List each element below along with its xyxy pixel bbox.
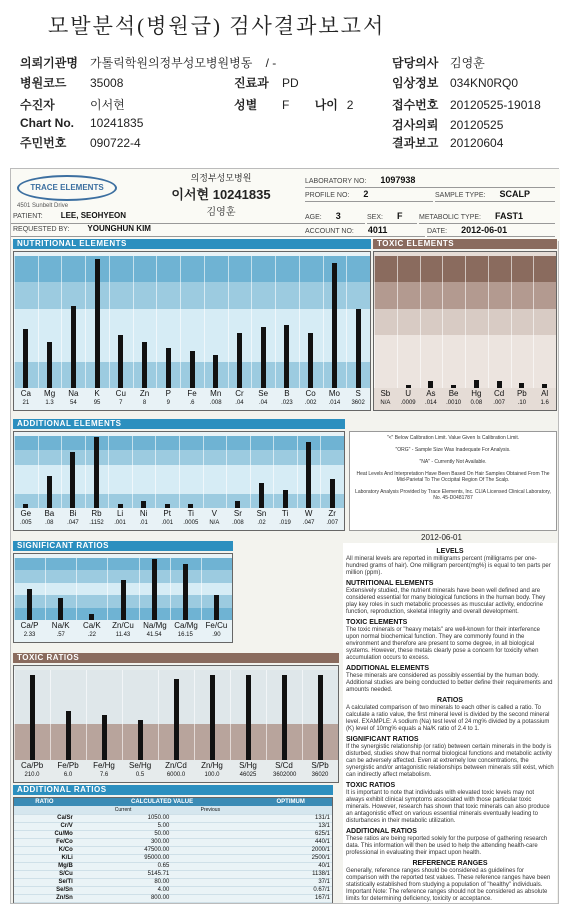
chart-value-label: .04	[259, 400, 268, 406]
chart-value-label: .014	[425, 400, 437, 406]
chart-gridline	[38, 256, 39, 388]
chart-value-label: 11.43	[115, 632, 131, 638]
chart-category-label: Ge	[20, 509, 32, 518]
chart-value-label: 16.15	[177, 632, 193, 638]
chart-gridline	[228, 256, 229, 388]
chart-bar	[332, 263, 337, 388]
chart-value-label: 7.6	[99, 772, 109, 778]
chart-value-label: 54	[69, 400, 77, 406]
chart-category-label: W	[304, 509, 313, 518]
chart-value-label: N/A	[380, 400, 391, 406]
chart-value-label: .007	[493, 400, 505, 406]
table-row: S/Cu 5145.71 1138/1	[14, 870, 332, 878]
chart-category-label: Pt	[163, 509, 171, 518]
chart-bar	[138, 720, 143, 761]
chart-value-label: .02	[257, 520, 266, 526]
chart-gridline	[275, 256, 276, 388]
chart-category-label: Sn	[256, 509, 267, 518]
chart-category-label: Na/Mg	[143, 621, 167, 630]
chart-gridline	[250, 436, 251, 508]
chart-value-label: .57	[56, 632, 65, 638]
chart-gridline	[465, 256, 466, 388]
chart-bar	[183, 564, 188, 620]
table-row: Cr/V 5.00 13/1	[14, 822, 332, 830]
chart-value-label: 1.6	[540, 400, 549, 406]
chart-gridline	[122, 670, 123, 760]
chart-value-label: .6	[189, 400, 195, 406]
table-row: Ca/Sr 1050.00 131/1	[14, 814, 332, 822]
chart-gridline	[179, 436, 180, 508]
patient-info: PATIENT: LEE, SEOHYEON REQUESTED BY: YOUNGHUN KIM	[11, 211, 305, 239]
chart-gridline	[302, 670, 303, 760]
chart-bar	[283, 490, 288, 508]
chart-gridline	[14, 670, 15, 760]
chart-bar	[519, 383, 524, 388]
report-date: 2012-06-01	[421, 533, 462, 542]
chart-gridline	[251, 256, 252, 388]
chart-bar	[259, 483, 264, 508]
chart-bar	[166, 348, 171, 388]
chart-bar	[66, 711, 71, 761]
chart-category-label: Hg	[471, 389, 482, 398]
chart-value-label: .047	[302, 520, 315, 526]
chart-category-label: Mg	[44, 389, 56, 398]
chart-category-label: Ni	[139, 509, 148, 518]
chart-category-label: Al	[541, 389, 549, 398]
chart-category-label: S	[355, 389, 361, 398]
chart-bar	[30, 675, 35, 761]
chart-value-label: .005	[19, 520, 32, 526]
chart-gridline	[132, 436, 133, 508]
chart-gridline	[201, 558, 202, 620]
chart-gridline	[109, 256, 110, 388]
chart-category-label: Mo	[328, 389, 340, 398]
chart-category-label: Cd	[494, 389, 505, 398]
chart-category-label: Zr	[328, 509, 336, 518]
lab-info-box: LABORATORY NO: 1097938 PROFILE NO: 2 SAMPLE TYPE: SCALP AGE: 3 SEX: F METABOLIC TYPE: FAST1 ACCOUNT NO: 4011 DATE: 2012-06-01	[305, 175, 555, 237]
chart-bar	[165, 504, 170, 508]
chart-value-label: .008	[209, 400, 222, 406]
chart-category-label: Pb	[516, 389, 527, 398]
chart-category-label: Ti	[187, 509, 194, 518]
chart-bar	[118, 335, 123, 388]
chart-gridline	[107, 558, 108, 620]
chart-category-label: Sb	[380, 389, 391, 398]
chart-gridline	[38, 436, 39, 508]
chart-value-label: .014	[328, 400, 341, 406]
chart-category-label: Zn	[139, 389, 150, 398]
chart-bar	[428, 381, 433, 388]
table-row: Zn/Sn 800.00 167/1	[14, 894, 332, 902]
chart-gridline	[139, 558, 140, 620]
chart-bar	[142, 342, 147, 388]
chart-category-label: S/Cd	[275, 761, 293, 770]
chart-gridline	[76, 558, 77, 620]
chart-bar	[261, 327, 266, 388]
chart-bar	[306, 442, 311, 508]
chart-category-label: Bi	[69, 509, 77, 518]
chart-category-label: Ti	[281, 509, 289, 518]
additional-ratios-title: ADDITIONAL RATIOS	[13, 785, 333, 795]
chart-gridline	[203, 436, 204, 508]
chart-value-label: 8	[142, 400, 147, 406]
chart-bar	[188, 504, 193, 508]
nutritional-chart	[13, 251, 371, 411]
chart-value-label: 6000.0	[166, 772, 186, 778]
chart-gridline	[133, 256, 134, 388]
toxic-section-title: TOXIC ELEMENTS	[373, 239, 557, 249]
chart-value-label: 2.33	[23, 632, 36, 638]
toxic-ratios-chart	[13, 665, 339, 783]
chart-bar	[94, 437, 99, 508]
chart-gridline	[14, 256, 15, 388]
chart-value-label: 3602000	[273, 772, 297, 778]
chart-category-label: Zn/Cu	[112, 621, 134, 630]
chart-category-label: P	[165, 389, 171, 398]
chart-gridline	[86, 670, 87, 760]
chart-value-label: 100.0	[204, 772, 220, 778]
chart-bar	[118, 504, 123, 508]
chart-bar	[89, 614, 94, 620]
chart-gridline	[320, 436, 321, 508]
chart-category-label: Fe/Pb	[57, 761, 79, 770]
chart-bar	[330, 479, 335, 508]
chart-gridline	[108, 436, 109, 508]
chart-value-label: .0009	[400, 400, 416, 406]
chart-gridline	[230, 670, 231, 760]
chart-value-label: .01	[139, 520, 148, 526]
chart-category-label: Mn	[210, 389, 222, 398]
chart-category-label: Zn/Cd	[165, 761, 187, 770]
chart-category-label: Co	[305, 389, 316, 398]
chart-bar	[497, 381, 502, 388]
chart-gridline	[14, 436, 15, 508]
chart-category-label: Na/K	[51, 621, 70, 630]
chart-bar	[27, 589, 32, 620]
chart-bar	[121, 580, 126, 620]
chart-value-label: .04	[235, 400, 244, 406]
lab-address: 4501 Sunbelt Drive	[17, 203, 69, 209]
chart-bar	[406, 385, 411, 388]
chart-value-label: 210.0	[24, 772, 40, 778]
header-row-5: 주민번호 090722-4	[20, 136, 141, 150]
chart-category-label: Ca/Pb	[21, 761, 44, 770]
chart-category-label: Cr	[235, 389, 244, 398]
header-sex: 성별 F 나이 2	[234, 98, 354, 112]
chart-category-label: Fe/Hg	[93, 761, 115, 770]
chart-category-label: Ca/P	[20, 621, 39, 630]
chart-gridline	[273, 436, 274, 508]
chart-gridline	[420, 256, 421, 388]
chart-bar	[23, 504, 28, 508]
additional-section-title: ADDITIONAL ELEMENTS	[13, 419, 345, 429]
chart-category-label: V	[211, 509, 218, 518]
table-row: Fe/Co 300.00 440/1	[14, 838, 332, 846]
table-row: K/Li 95000.00 2500/1	[14, 854, 332, 862]
chart-value-label: 21	[22, 400, 30, 406]
table-row: Cu/Mo 50.00 625/1	[14, 830, 332, 838]
chart-category-label: Fe/Cu	[205, 621, 228, 630]
chart-bar	[308, 333, 313, 388]
chart-value-label: 9	[166, 400, 170, 406]
chart-value-label: .019	[279, 520, 291, 526]
chart-value-label: .047	[67, 520, 79, 526]
chart-band	[14, 309, 370, 335]
chart-bar	[102, 715, 107, 760]
header-result: 결과보고 20120604	[392, 136, 504, 150]
header-row-4: Chart No. 10241835	[20, 116, 144, 130]
chart-category-label: K	[94, 389, 100, 398]
chart-bar	[174, 679, 179, 760]
chart-category-label: Zn/Hg	[201, 761, 223, 770]
chart-category-label: Se	[258, 389, 269, 398]
lab-header	[11, 169, 560, 241]
chart-value-label: .22	[87, 632, 97, 638]
chart-bar	[58, 598, 63, 620]
chart-bar	[474, 380, 479, 388]
chart-gridline	[226, 436, 227, 508]
chart-value-label: 6.0	[63, 772, 73, 778]
chart-category-label: Be	[448, 389, 459, 398]
chart-gridline	[397, 256, 398, 388]
chart-category-label: Cu	[115, 389, 126, 398]
chart-bar	[451, 385, 456, 388]
chart-value-label: 46025	[239, 772, 257, 778]
chart-band	[14, 558, 232, 570]
chart-value-label: .0010	[446, 400, 462, 406]
chart-value-label: .0005	[183, 520, 199, 526]
header-row-1: 의뢰기관명 가톨릭학원의정부성모병원병동 / -	[20, 56, 277, 70]
chart-value-label: .002	[304, 400, 317, 406]
chart-bar	[246, 675, 251, 761]
chart-category-label: Ca/K	[82, 621, 101, 630]
header-doctor: 담당의사 김영훈	[392, 56, 485, 70]
chart-value-label: 0.5	[135, 772, 145, 778]
chart-category-label: Sr	[233, 509, 242, 518]
chart-bar	[190, 351, 195, 388]
chart-value-label: N/A	[209, 520, 220, 526]
additional-chart	[13, 431, 345, 531]
chart-bar	[70, 452, 75, 508]
toxic-chart	[373, 251, 557, 411]
interpretation-text: LEVELS All mineral levels are reported in milligrams percent (milligrams per one-hundred grams of hair). One milligram percent(mg%) is equal to ten parts per million (ppm). NUTRITIONAL ELEMENTS Extensively studied, the nutrient minerals have been well defined and are considered essential for many biological functions in the human body. They play key roles in such metabolic processes as muscular activity, endocrine function, reproduction, skeletal integrity and overall development. TOXIC ELEMENTS The toxic minerals or "heavy metals" are well-known for their interference upon normal biochemical function. They are commonly found in the environment and therefore are present to some degree, in all biological systems. However, these metals clearly pose a concern for toxicity when accumulation occurs to excess. ADDITIONAL ELEMENTS These minerals are considered as possibly essential by the human body. Additional studies are being conducted to better define their requirements and amounts needed. RATIOS A calculated comparison of two minerals to each other is called a ratio. To calculate a ratio value, the first mineral level is divided by the second mineral level. EXAMPLE: A sodium (Na) test level of 24 mg% divided by a potassium (K) level of 10mg% equals a Na/K ratio of 2.4 to 1. SIGNIFICANT RATIOS If the synergistic relationship (or ratio) between certain minerals in the body is disturbed, studies show that normal biological functions and metabolic activity can be adversely affected. Even at extremely low concentrations, the synergistic and/or antagonistic relationships between minerals still exist, which can indirectly affect metabolism. TOXIC RATIOS It is important to note that individuals with elevated toxic levels may not always exhibit clinical symptoms associated with those particular toxic minerals. However, research has shown that toxic minerals can also produce an antagonistic effect on various essential minerals eventually leading to disturbances in their metabolic utilization. ADDITIONAL RATIOS These ratios are being reported solely for the purpose of gathering research data. This information will then be used to help the attending health-care professional in evaluating their impact upon health. REFERENCE RANGES Generally, reference ranges should be considered as guidelines for comparison with the reported test values. These reference ranges have been statistically established from studying a population of "healthy" individuals. Important Note: The reference ranges should not be considered as absolute limits for determining deficiency, toxicity or acceptance.	[343, 543, 557, 903]
chart-bar	[214, 595, 219, 620]
chart-category-label: Ca	[20, 389, 31, 398]
header-receipt: 접수번호 20120525-19018	[392, 98, 541, 112]
chart-category-label: As	[426, 389, 436, 398]
chart-gridline	[374, 256, 375, 388]
chart-category-label: Fe	[187, 389, 197, 398]
chart-bar	[356, 309, 361, 388]
chart-gridline	[194, 670, 195, 760]
chart-gridline	[45, 558, 46, 620]
chart-gridline	[511, 256, 512, 388]
chart-bar	[284, 325, 289, 388]
chart-category-label: S/Hg	[239, 761, 257, 770]
header-request: 검사의뢰 20120525	[392, 118, 504, 132]
header-row-3: 수진자 이서현	[20, 98, 125, 112]
chart-gridline	[156, 256, 157, 388]
report-title: 모발분석(병원급) 검사결과보고서	[48, 14, 386, 38]
chart-bar	[141, 501, 146, 508]
chart-bar	[152, 559, 157, 620]
header-dept: 진료과 PD	[234, 76, 299, 90]
chart-value-label: .08	[45, 520, 54, 526]
table-row: Se/Sn 4.00 0.67/1	[14, 886, 332, 894]
header-clinical: 임상정보 034KN0RQ0	[392, 76, 519, 90]
lab-logo: TRACE ELEMENTS	[17, 175, 117, 201]
chart-value-label: .10	[517, 400, 527, 406]
chart-gridline	[442, 256, 443, 388]
chart-gridline	[323, 256, 324, 388]
chart-gridline	[61, 256, 62, 388]
chart-value-label: .1152	[89, 520, 104, 526]
chart-value-label: .023	[281, 400, 293, 406]
chart-gridline	[50, 670, 51, 760]
chart-gridline	[14, 558, 15, 620]
table-row: K/Co 47500.00 2000/1	[14, 846, 332, 854]
chart-category-label: Li	[116, 509, 124, 518]
chart-category-label: Na	[68, 389, 79, 398]
chart-gridline	[61, 436, 62, 508]
legend-box: "<" Below Calibration Limit. Value Given Is Calibration Limit. "ORG" - Sample Size Was Inadequate For Analysis. "NA" - Currently Not Available. Heat Levels And Interpretation Have Been Based On Hair Samples Obtained From The Mid-Parietal To The Occipital Region Of The Scalp. Laboratory Analysis Provided by Trace Elements, Inc. CLIA Licensed Clinical Laboratory, No. 45-D0481787	[349, 431, 557, 531]
chart-value-label: .008	[232, 520, 244, 526]
chart-category-label: B	[284, 389, 290, 398]
chart-category-label: Rb	[91, 509, 102, 518]
chart-value-label: .001	[114, 520, 126, 526]
chart-gridline	[85, 436, 86, 508]
chart-bar	[542, 384, 547, 388]
chart-gridline	[297, 436, 298, 508]
chart-value-label: 95	[93, 400, 101, 406]
chart-value-label: 0.08	[470, 400, 483, 406]
table-row: Se/Tl 80.00 37/1	[14, 878, 332, 886]
chart-category-label: S/Pb	[311, 761, 329, 770]
chart-category-label: Ba	[44, 509, 55, 518]
additional-ratios-table: RATIO CALCULATED VALUE OPTIMUM Current Previous Ca/Sr 1050.00 131/1 Cr/V 5.00 13/1 Cu/Mo 50.00 625/1 Fe/Co 300.00 440/1 K/Co 47500.00 2000/1 K/Li 95000.00 2500/1 Mg/B 0.65 40/1 S/Cu 5145.71 1138/1 Se/Tl 80.00 37/1 Se/Sn 4.00 0.67/1 Zn/Sn 800.00 167/1	[13, 797, 333, 903]
chart-bar	[318, 675, 323, 761]
chart-gridline	[299, 256, 300, 388]
chart-category-label: Ca/Mg	[174, 621, 198, 630]
chart-gridline	[180, 256, 181, 388]
scanned-lab-report	[10, 168, 559, 904]
chart-value-label: 41.54	[146, 632, 162, 638]
chart-gridline	[533, 256, 534, 388]
hospital-stamp: 의정부성모병원 이서현 10241835 김영훈	[171, 173, 271, 218]
report-header	[0, 0, 569, 160]
chart-band	[14, 282, 370, 308]
chart-gridline	[266, 670, 267, 760]
chart-value-label: 1.3	[45, 400, 54, 406]
chart-bar	[71, 306, 76, 388]
toxic-ratios-title: TOXIC RATIOS	[13, 653, 339, 663]
chart-bar	[237, 333, 242, 388]
chart-value-label: .001	[161, 520, 174, 526]
chart-gridline	[155, 436, 156, 508]
chart-gridline	[158, 670, 159, 760]
chart-category-label: Se/Hg	[129, 761, 152, 770]
nutritional-section-title: NUTRITIONAL ELEMENTS	[13, 239, 371, 249]
chart-value-label: 36020	[311, 772, 329, 778]
chart-bar	[235, 501, 240, 508]
significant-chart	[13, 553, 233, 643]
chart-value-label: .007	[326, 520, 339, 526]
chart-band	[14, 256, 370, 282]
chart-gridline	[170, 558, 171, 620]
chart-value-label: 3602	[351, 400, 365, 406]
chart-value-label: 7	[119, 400, 123, 406]
chart-category-label: U	[405, 389, 412, 398]
significant-section-title: SIGNIFICANT RATIOS	[13, 541, 233, 551]
chart-bar	[282, 675, 287, 761]
chart-gridline	[488, 256, 489, 388]
chart-bar	[213, 355, 218, 388]
chart-bar	[210, 675, 215, 761]
chart-gridline	[85, 256, 86, 388]
chart-gridline	[204, 256, 205, 388]
chart-bar	[47, 342, 52, 388]
chart-bar	[95, 259, 100, 388]
chart-gridline	[346, 256, 347, 388]
table-row: Mg/B 0.65 40/1	[14, 862, 332, 870]
chart-bar	[47, 476, 52, 508]
header-row-2: 병원코드 35008	[20, 76, 124, 90]
chart-bar	[23, 329, 28, 388]
chart-value-label: .90	[212, 632, 221, 638]
